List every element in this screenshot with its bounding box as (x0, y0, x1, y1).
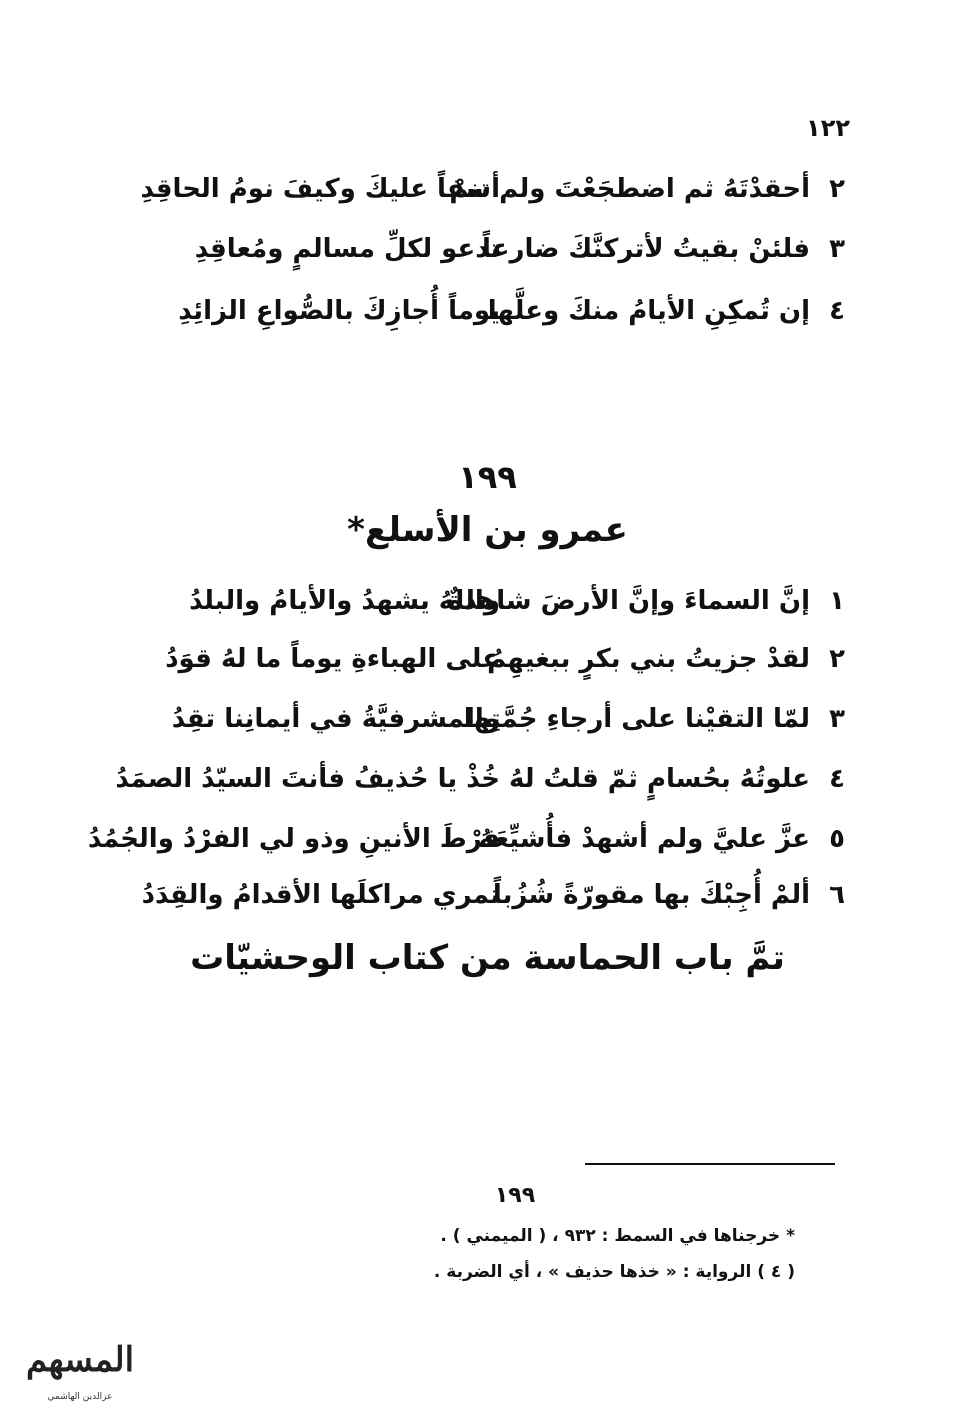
verse-line (150, 580, 850, 628)
watermark-subtext: عزالدين الهاشمي (47, 1392, 113, 1402)
verse-second-hemistich: يوماً أُجازِكَ بالصُّواعِ الزائِدِ (178, 296, 500, 326)
verse-first-hemistich: لمّا التقيْنا على أرجاءِ جُمَّتِها (463, 704, 810, 734)
verse-first-hemistich: أحقدْتَهُ ثم اضطجَعْتَ ولم تنمْ (449, 174, 810, 204)
verse-second-hemistich: على الهباءةِ يوماً ما لهُ قوَدُ (165, 644, 500, 674)
verse-line (140, 168, 850, 216)
footnote-line: * خرجناها في السمط : ٩٣٢ ، ( الميمني ) . (440, 1226, 795, 1246)
verse-number: ٢ (829, 174, 845, 204)
verse-line (150, 290, 850, 338)
verse-second-hemistich: تمري مراكلَها الأقدامُ والقِدَدُ (141, 880, 500, 910)
watermark-text: المسهم (25, 1340, 135, 1380)
verse-first-hemistich: لقدْ جزيتُ بني بكرٍ ببغيهِمُ (487, 644, 810, 674)
verse-line (141, 874, 850, 922)
verse-number: ٦ (829, 880, 845, 910)
verse-line (150, 638, 850, 686)
watermark-logo (10, 1330, 150, 1415)
verse-number: ٢ (829, 644, 845, 674)
verse-first-hemistich: إنَّ السماءَ وإنَّ الأرضَ شاهدةٌ (447, 586, 810, 616)
verse-line (87, 818, 850, 866)
closing-line: تمَّ باب الحماسة من كتاب الوحشيّات (190, 938, 785, 978)
verse-line (150, 698, 850, 746)
verse-first-hemistich: عزَّ عليَّ ولم أشهدْ فأُشيِّعَهُ (478, 824, 810, 854)
footnote-divider (585, 1163, 835, 1165)
verse-second-hemistich: أسفاً عليكَ وكيفَ نومُ الحاقِدِ (140, 174, 500, 204)
verse-number: ٣ (829, 234, 845, 264)
verse-second-hemistich: والمشرفيَّةُ في أيمانِنا تقِدُ (171, 704, 500, 734)
verse-line (150, 228, 850, 276)
verse-second-hemistich: خُذْ يا حُذيفُ فأنتَ السيّدُ الصمَدُ (115, 764, 500, 794)
verse-first-hemistich: علوتُهُ بحُسامٍ ثمّ قلتُ لهُ (508, 764, 810, 794)
verse-number: ٣ (829, 704, 845, 734)
verse-number: ٤ (829, 296, 845, 326)
page-number: ١٢٢ (806, 114, 850, 142)
verse-second-hemistich: واللهُ يشهدُ والأيامُ والبلدُ (189, 586, 500, 616)
verse-first-hemistich: ألمْ أُجِبْكَ بها مقورّةً شُزُباً (492, 880, 810, 910)
verse-number: ٤ (829, 764, 845, 794)
footnote-poem-number: ١٩٩ (494, 1183, 536, 1208)
verse-first-hemistich: إن تُمكِنِ الأيامُ منكَ وعلَّها (487, 296, 810, 326)
verse-number: ١ (829, 586, 845, 616)
verse-first-hemistich: فلئنْ بقيتُ لأتركنَّكَ ضارعاً (481, 234, 810, 264)
verse-second-hemistich: فرْطَ الأنينِ وذو لي الفرْدُ والجُمُدُ (87, 824, 500, 854)
poem-number: ١٩٩ (458, 458, 517, 496)
verse-line (115, 758, 850, 806)
verse-second-hemistich: تدعو لكلِّ مسالمٍ ومُعاقِدِ (194, 234, 500, 264)
footnote-line: ( ٤ ) الرواية : « خذها حذيف » ، أي الضربة . (433, 1262, 795, 1282)
poem-title: عمرو بن الأسلع* (347, 510, 628, 550)
verse-number: ٥ (829, 824, 845, 854)
